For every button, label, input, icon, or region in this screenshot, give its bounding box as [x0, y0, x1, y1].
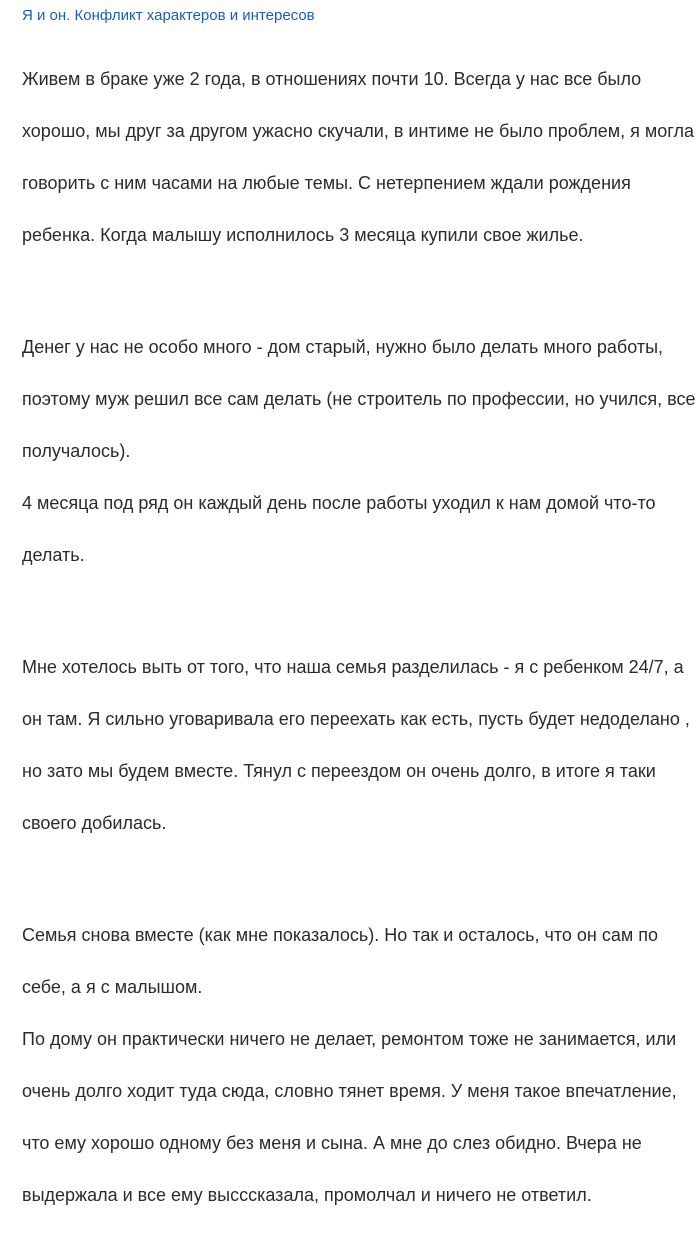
text-line: делать. — [22, 545, 85, 565]
text-line: ребенка. Когда малышу исполнилось 3 месяца купили свое жилье. — [22, 225, 584, 245]
text-line: своего добилась. — [22, 813, 167, 833]
text-line: хорошо, мы друг за другом ужасно скучали, в интиме не было проблем, я могла — [22, 121, 694, 141]
text-line: очень долго ходит туда сюда, словно тянет время. У меня такое впечатление, — [22, 1081, 677, 1101]
text-line: 4 месяца под ряд он каждый день после работы уходил к нам домой что-то — [22, 493, 656, 513]
text-line: Мне хотелось выть от того, что наша семья разделилась - я с ребенком 24/7, а — [22, 657, 684, 677]
article-title-link[interactable]: Я и он. Конфликт характеров и интересов — [22, 7, 315, 24]
text-line: Денег у нас не особо много - дом старый, нужно было делать много работы, — [22, 337, 664, 357]
article-body — [22, 40, 698, 1234]
text-line: По дому он практически ничего не делает, ремонтом тоже не занимается, или — [22, 1029, 677, 1049]
text-line: что ему хорошо одному без меня и сына. А мне до слез обидно. Вчера не — [22, 1133, 642, 1153]
article — [22, 6, 698, 1234]
text-line: себе, а я с малышом. — [22, 977, 203, 997]
paragraph-1 — [22, 40, 698, 274]
text-line: поэтому муж решил все сам делать (не строитель по профессии, но учился, все — [22, 389, 696, 409]
text-line: говорить с ним часами на любые темы. С нетерпением ждали рождения — [22, 173, 631, 193]
text-line: выдержала и все ему высссказала, промолчал и ничего не ответил. — [22, 1185, 592, 1205]
paragraph-4 — [22, 896, 698, 1234]
paragraph-3 — [22, 628, 698, 862]
text-line: но зато мы будем вместе. Тянул с переездом он очень долго, в итоге я таки — [22, 761, 656, 781]
text-line: Семья снова вместе (как мне показалось). Но так и осталось, что он сам по — [22, 925, 658, 945]
text-line: он там. Я сильно уговаривала его переехать как есть, пусть будет недоделано , — [22, 709, 690, 729]
text-line: Живем в браке уже 2 года, в отношениях почти 10. Всегда у нас все было — [22, 69, 642, 89]
paragraph-2 — [22, 308, 698, 594]
text-line: получалось). — [22, 441, 131, 461]
